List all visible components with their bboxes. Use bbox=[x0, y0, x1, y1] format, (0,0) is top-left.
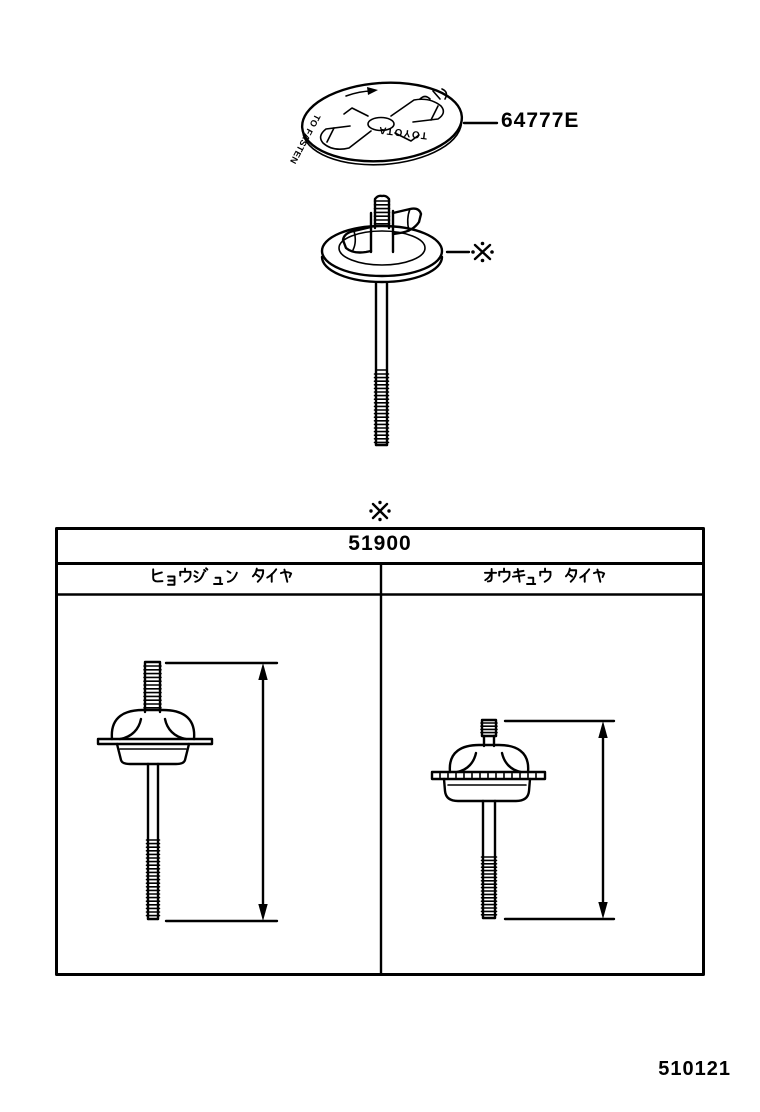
kana-small-yu bbox=[527, 578, 535, 584]
kana-small-yo bbox=[168, 577, 175, 585]
assembly-shaft bbox=[375, 283, 389, 445]
std-plate bbox=[98, 739, 212, 744]
std-cup bbox=[117, 744, 189, 764]
figure-number-label: 510121 bbox=[658, 1058, 731, 1080]
cap-part-number-label: 64777E bbox=[501, 109, 580, 132]
kana-u bbox=[499, 569, 509, 582]
cap-disc-drawing bbox=[288, 78, 497, 170]
kana-i bbox=[580, 569, 589, 581]
std-dimension-arrow bbox=[166, 663, 277, 921]
assembly-reference-mark bbox=[471, 242, 494, 263]
column-header-emergency-tire bbox=[481, 566, 611, 592]
std-top-stud bbox=[144, 662, 161, 712]
wing-bolt-assembly-drawing bbox=[322, 196, 494, 445]
table-part-number-label: 51900 bbox=[348, 532, 412, 555]
std-shaft bbox=[147, 764, 160, 919]
kana-ya bbox=[594, 570, 604, 582]
emg-cup bbox=[444, 779, 530, 801]
comparison-table-grid bbox=[57, 529, 704, 975]
kana-ki bbox=[513, 569, 525, 582]
table-reference-mark bbox=[369, 501, 390, 521]
assembly-top-stud bbox=[375, 196, 390, 228]
emergency-tire-bolt-drawing bbox=[432, 720, 614, 919]
standard-tire-bolt-drawing bbox=[98, 662, 277, 921]
assembly-dish-washer bbox=[322, 226, 442, 282]
kana-u bbox=[180, 569, 190, 582]
kana-ta bbox=[253, 569, 263, 582]
column-header-standard-tire bbox=[148, 566, 298, 592]
emg-shaft bbox=[482, 801, 497, 918]
emg-top-stud bbox=[481, 720, 497, 746]
disc-instruction-text: TO FASTEN bbox=[287, 112, 323, 166]
column-header-standard-tire-glyphs bbox=[148, 566, 298, 592]
kana-small-yu bbox=[214, 578, 222, 584]
kana-i bbox=[267, 569, 276, 581]
kana-o bbox=[485, 569, 496, 581]
kana-hi bbox=[153, 569, 162, 581]
emg-wing bbox=[450, 745, 528, 772]
std-wing bbox=[112, 710, 194, 739]
column-header-emergency-tire-glyphs bbox=[481, 566, 611, 592]
kana-n bbox=[228, 571, 237, 582]
kana-u bbox=[540, 569, 550, 582]
kana-ta bbox=[566, 569, 576, 582]
kana-ji bbox=[194, 568, 207, 581]
disc-brand-text: TOYOTA bbox=[377, 123, 428, 141]
kana-ya bbox=[281, 570, 291, 582]
emg-plate bbox=[432, 772, 545, 779]
